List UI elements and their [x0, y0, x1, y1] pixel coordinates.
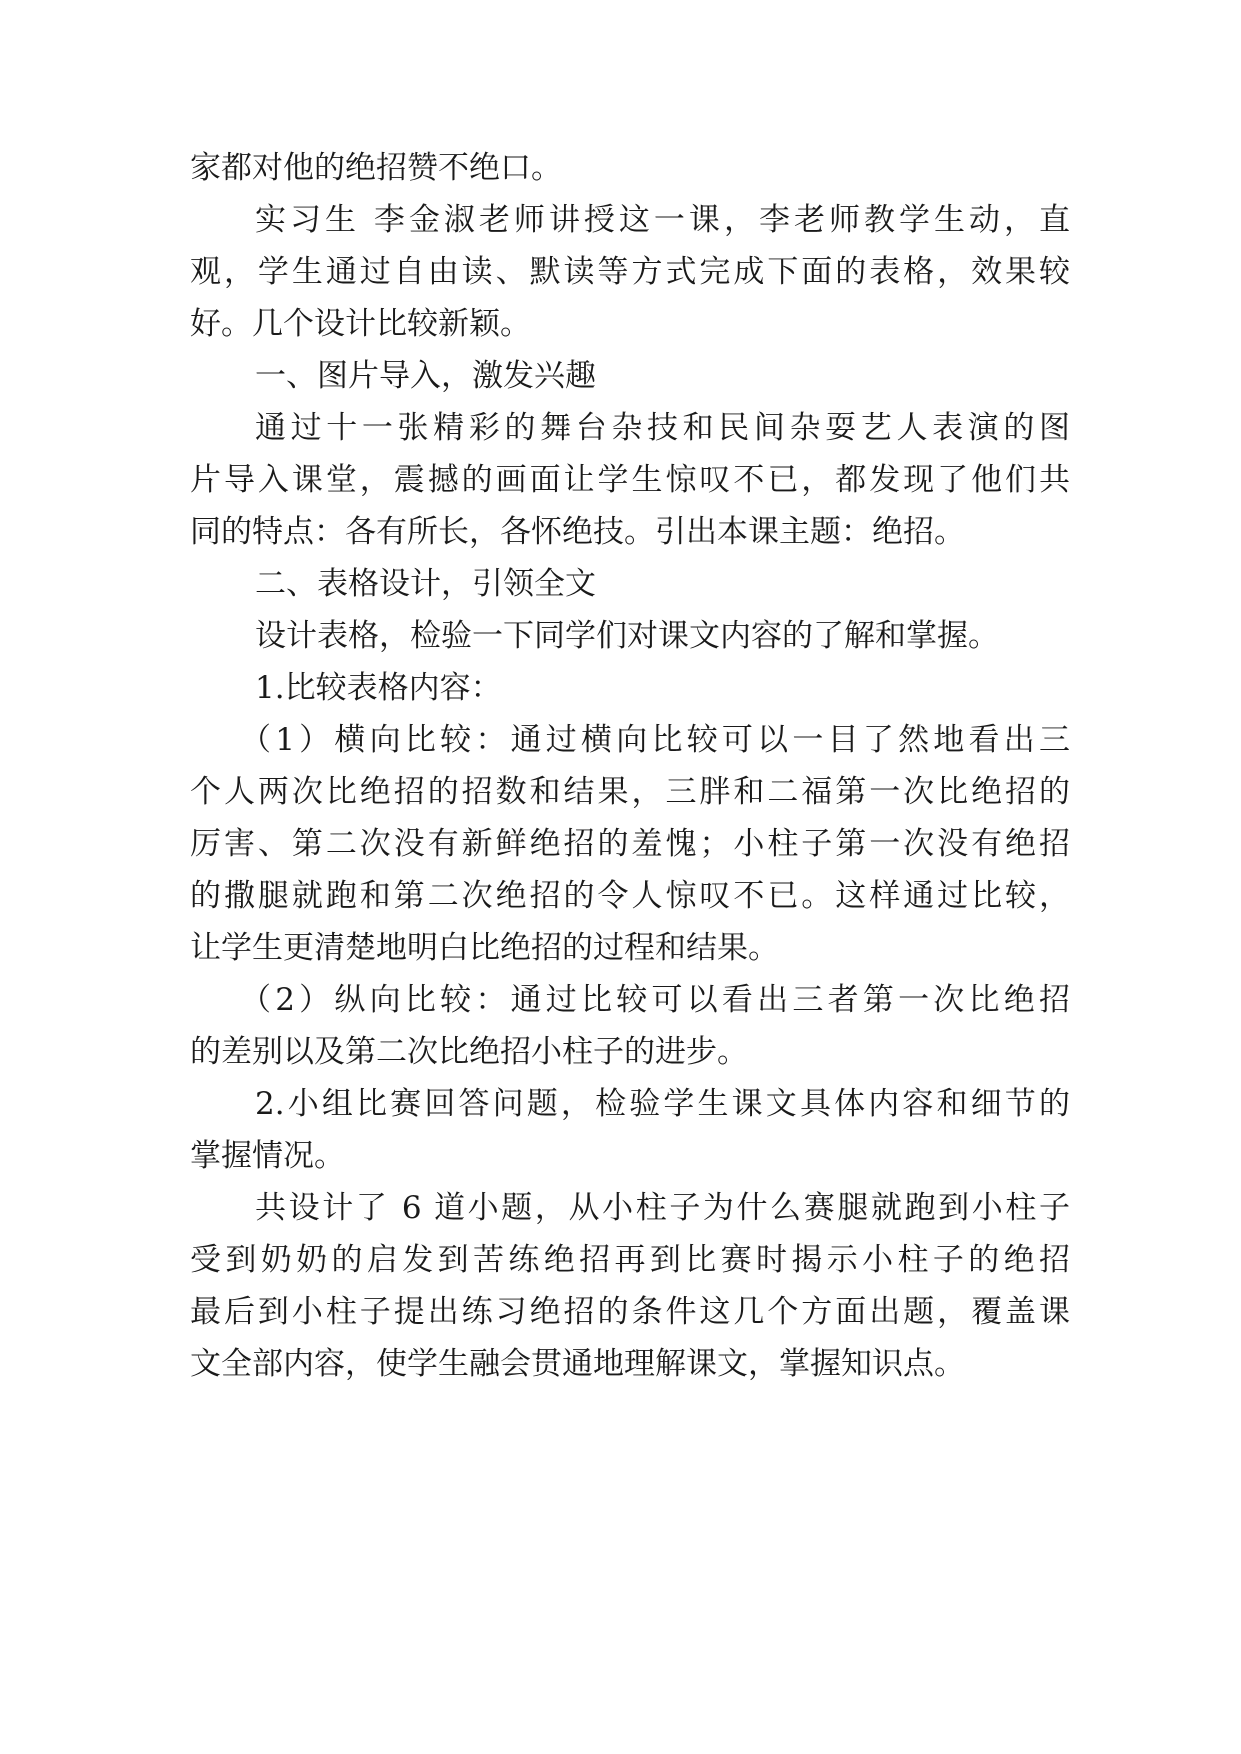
paragraph-line: 实习生 李金淑老师讲授这一课，李老师教学生动，直: [255, 202, 1070, 238]
paragraph-line: 共设计了 6 道小题，从小柱子为什么赛腿就跑到小柱子: [255, 1190, 1070, 1226]
section-heading: 一、图片导入，激发兴趣: [255, 358, 596, 394]
paragraph-line: （1）横向比较：通过横向比较可以一目了然地看出三: [240, 722, 1070, 758]
paragraph-line: 片导入课堂，震撼的画面让学生惊叹不已，都发现了他们共: [190, 462, 1070, 498]
paragraph-line: 最后到小柱子提出练习绝招的条件这几个方面出题，覆盖课: [190, 1294, 1070, 1330]
paragraph-line: 的差别以及第二次比绝招小柱子的进步。: [190, 1034, 748, 1070]
paragraph-line: 同的特点：各有所长，各怀绝技。引出本课主题：绝招。: [190, 514, 965, 550]
paragraph-line: 的撒腿就跑和第二次绝招的令人惊叹不已。这样通过比较，: [190, 878, 1070, 914]
paragraph-line: 2.小组比赛回答问题，检验学生课文具体内容和细节的: [255, 1086, 1070, 1122]
paragraph-line: 家都对他的绝招赞不绝口。: [190, 150, 562, 186]
paragraph-line: （2）纵向比较：通过比较可以看出三者第一次比绝招: [240, 982, 1070, 1018]
paragraph-line: 让学生更清楚地明白比绝招的过程和结果。: [190, 930, 779, 966]
paragraph-line: 观，学生通过自由读、默读等方式完成下面的表格，效果较: [190, 254, 1070, 290]
paragraph-line: 受到奶奶的启发到苦练绝招再到比赛时揭示小柱子的绝招: [190, 1242, 1070, 1278]
paragraph-line: 设计表格，检验一下同学们对课文内容的了解和掌握。: [255, 618, 999, 654]
paragraph-line: 好。几个设计比较新颖。: [190, 306, 531, 342]
section-heading: 二、表格设计，引领全文: [255, 566, 596, 602]
paragraph-line: 通过十一张精彩的舞台杂技和民间杂耍艺人表演的图: [255, 410, 1070, 446]
paragraph-line: 掌握情况。: [190, 1138, 345, 1174]
paragraph-line: 个人两次比绝招的招数和结果，三胖和二福第一次比绝招的: [190, 774, 1070, 810]
paragraph-line: 厉害、第二次没有新鲜绝招的羞愧；小柱子第一次没有绝招: [190, 826, 1070, 862]
list-heading: 1.比较表格内容：: [255, 670, 502, 706]
paragraph-line: 文全部内容，使学生融会贯通地理解课文，掌握知识点。: [190, 1346, 965, 1382]
